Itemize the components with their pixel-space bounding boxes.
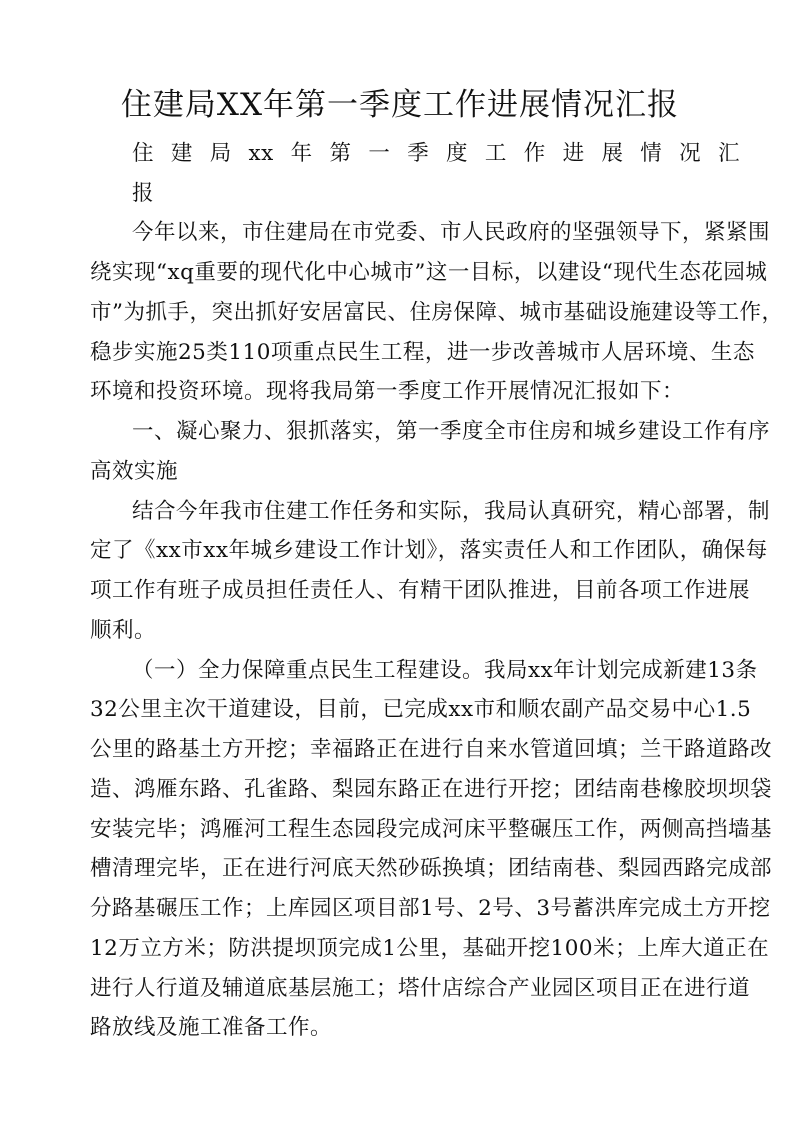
paragraph-line: 造、鸿雁东路、孔雀路、梨园东路正在进行开挖；团结南巷橡胶坝坝袋: [90, 777, 773, 802]
subtitle-line: 住建局xx年第一季度工作进展情况汇: [132, 141, 740, 166]
paragraph-line: 项工作有班子成员担任责任人、有精干团队推进，目前各项工作进展: [90, 578, 751, 603]
section-heading-line: 一、凝心聚力、狠抓落实，第一季度全市住房和城乡建设工作有序: [132, 419, 771, 444]
paragraph-line: 定了《xx市xx年城乡建设工作计划》，落实责任人和工作团队，确保每: [90, 538, 768, 563]
paragraph-line: 顺利。: [90, 618, 157, 643]
paragraph-line: 环境和投资环境。现将我局第一季度工作开展情况汇报如下：: [90, 379, 685, 404]
paragraph-line: 槽清理完毕，正在进行河底天然砂砾换填；团结南巷、梨园西路完成部: [90, 856, 773, 881]
paragraph-line: （一）全力保障重点民生工程建设。我局xx年计划完成新建13条: [132, 658, 758, 683]
paragraph-line: 进行人行道及辅道底基层施工；塔什店综合产业园区项目正在进行道: [90, 976, 751, 1001]
paragraph-line: 安装完毕；鸿雁河工程生态园段完成河床平整碾压工作，两侧高挡墙基: [90, 817, 773, 842]
section-heading-line: 高效实施: [90, 459, 179, 484]
paragraph-line: 12万立方米；防洪提坝顶完成1公里，基础开挖100米；上库大道正在: [90, 936, 770, 961]
document-title: 住建局XX年第一季度工作进展情况汇报: [120, 87, 680, 123]
paragraph-line: 绕实现“xq重要的现代化中心城市”这一目标，以建设“现代生态花园城: [90, 260, 768, 285]
paragraph-line: 市”为抓手，突出抓好安居富民、住房保障、城市基础设施建设等工作，: [90, 300, 784, 325]
paragraph-line: 路放线及施工准备工作。: [90, 1015, 333, 1040]
paragraph-line: 今年以来，市住建局在市党委、市人民政府的坚强领导下，紧紧围: [132, 220, 771, 245]
subtitle-line: 报: [132, 181, 155, 206]
paragraph-line: 公里的路基土方开挖；幸福路正在进行自来水管道回填；兰干路道路改: [90, 737, 773, 762]
paragraph-line: 稳步实施25类110项重点民生工程，进一步改善城市人居环境、生态: [90, 340, 755, 365]
paragraph-line: 32公里主次干道建设，目前，已完成xx市和顺农副产品交易中心1.5: [90, 697, 752, 722]
paragraph-line: 分路基碾压工作；上库园区项目部1号、2号、3号蓄洪库完成土方开挖: [90, 896, 771, 921]
paragraph-line: 结合今年我市住建工作任务和实际，我局认真研究，精心部署，制: [132, 499, 771, 524]
